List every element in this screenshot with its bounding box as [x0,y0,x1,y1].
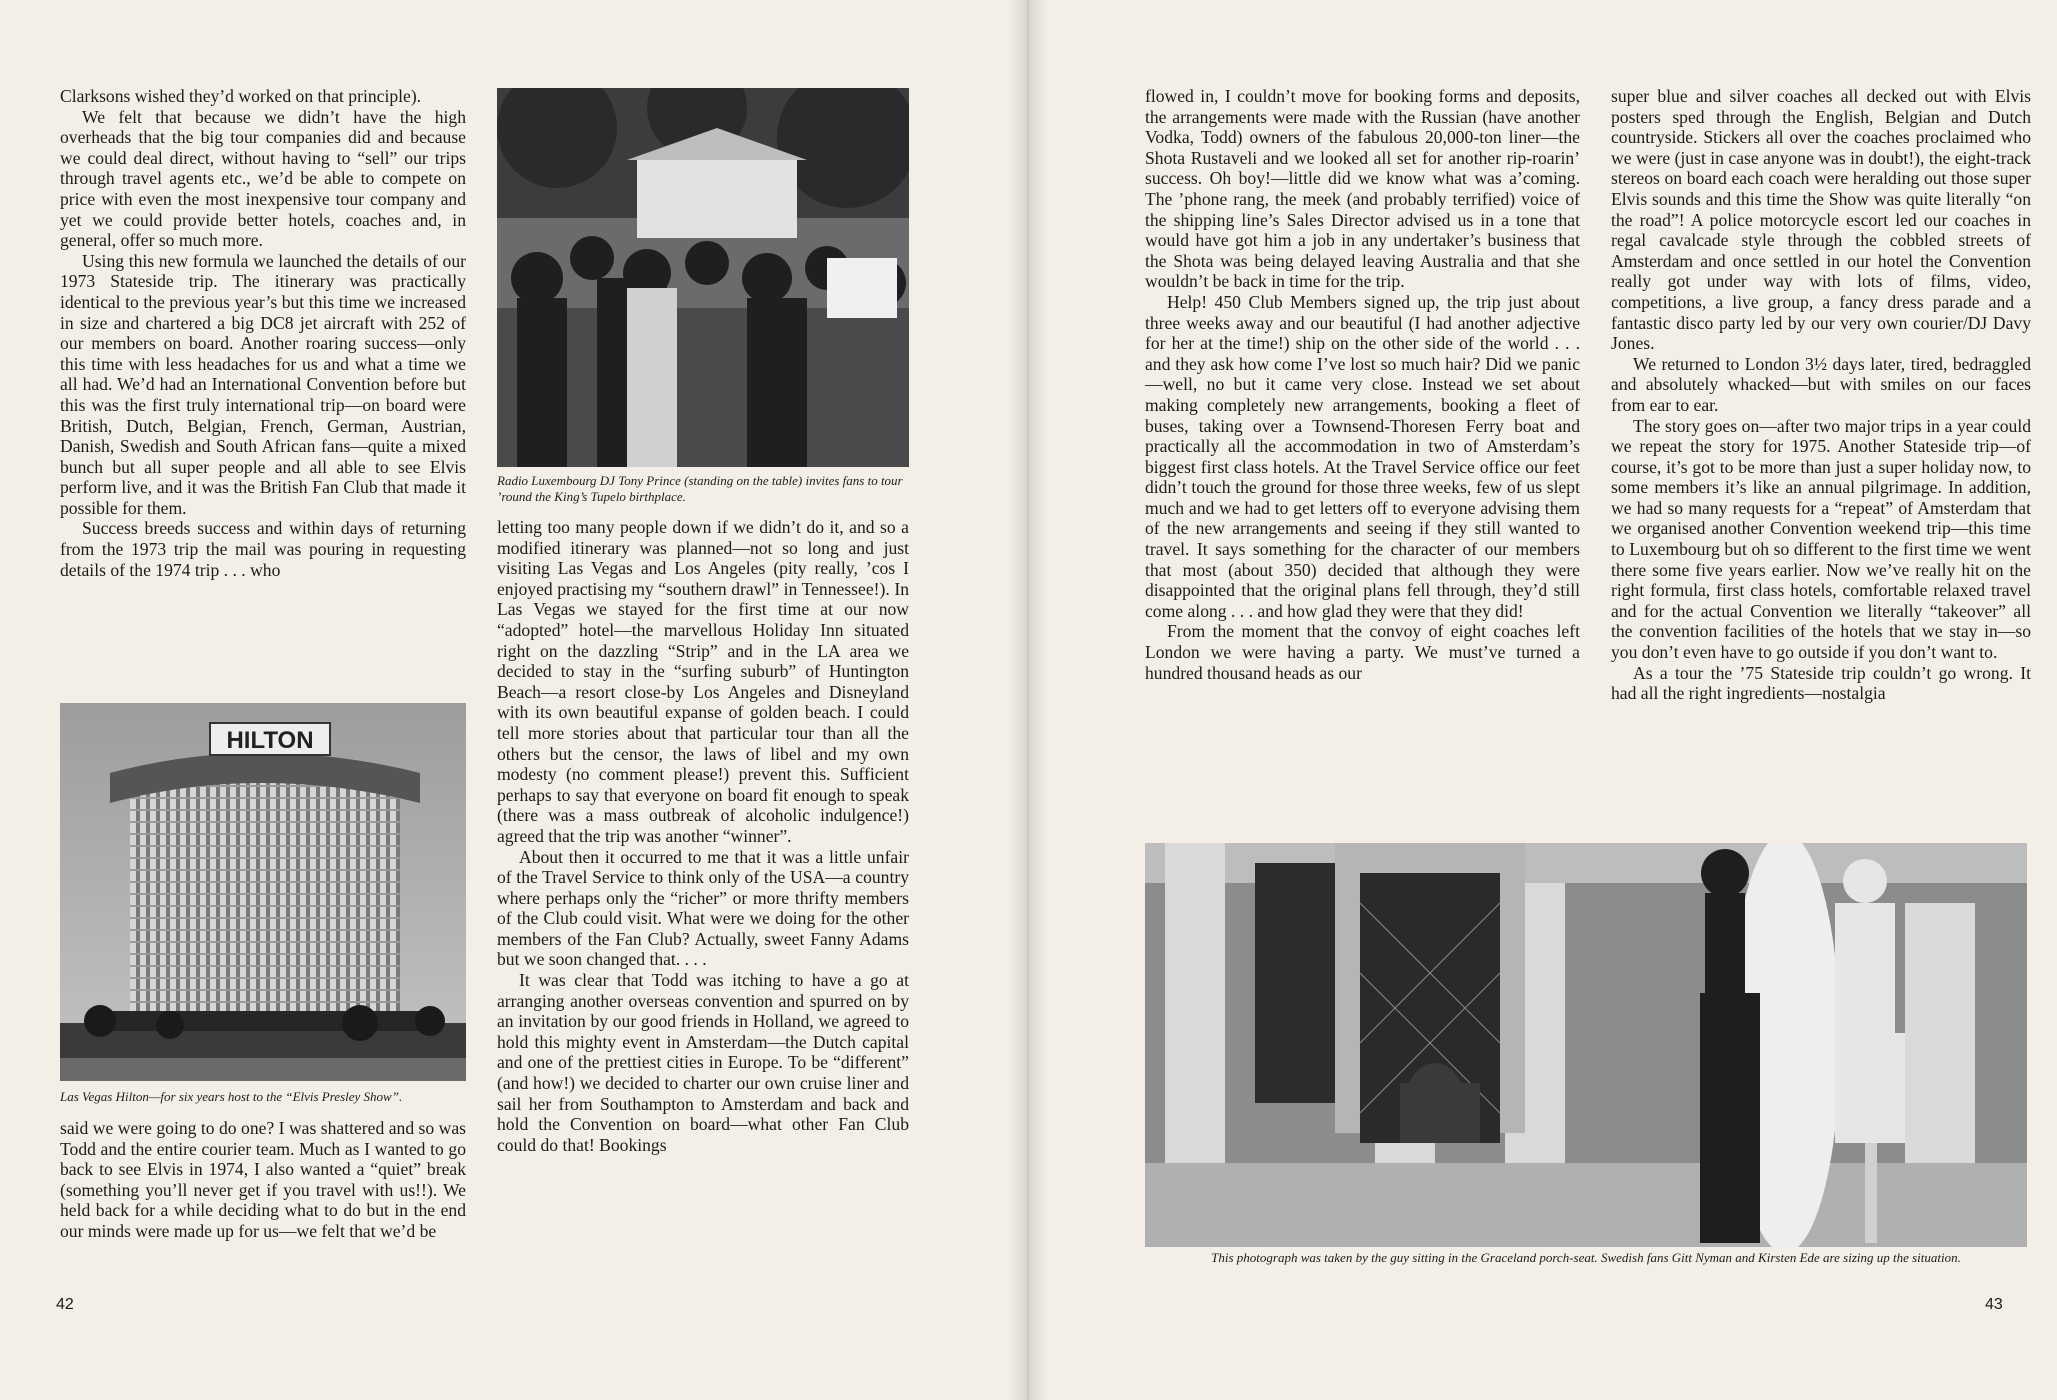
page-gutter-shadow [1008,0,1048,1400]
paragraph: Success breeds success and within days of returning from the 1973 trip the mail was pouring in requesting details of the 1974 trip . . . who [60,518,466,580]
paragraph: It was clear that Todd was itching to have a go at arranging another overseas convention and spurred on by an invitation by our good friends in Holland, we agreed to hold this mighty event in Amsterdam—the Dutch capital and one of the prettiest cities in Europe. To be “different” (and how!) we decided to charter our own cruise liner and sail her from Southampton to Amsterdam and back and hold the Convention on board—what other Fan Club could do that! Bookings [497,970,909,1155]
right-page [1028,0,2057,1400]
paragraph: About then it occurred to me that it was a little unfair of the Travel Service to think only of the USA—a country where perhaps only the “richer” or more thrifty members of the Club could visit. What were we doing for the other members of the Fan Club? Actually, sweet Fanny Adams but we soon changed that. . . . [497,846,909,970]
paragraph: said we were going to do one? I was shattered and so was Todd and the entire courier team. Much as I wanted to go back to see Elvis in 1974, I also wanted a “quiet” break (something you’ll never get if you travel with us!!). We held back for a while deciding what to do but in the end our minds were made up for us—we felt that we’d be [60,1118,466,1241]
paragraph: flowed in, I couldn’t move for booking forms and deposits, the arrangements were made with the Russian (have another Vodka, Todd) owners of the fabulous 20,000-ton liner—the Shota Rustaveli and we looked all set for another rip-roarin’ success. Oh boy!—little did we know what was a’coming. The ’phone rang, the meek (and probably terrified) voice of the shipping line’s Sales Director advised us in a tone that would have got him a job in any undertaker’s business that the Shota was being delayed leaving Australia and that she wouldn’t be back in time for the trip. [1145,86,1580,292]
paragraph: We returned to London 3½ days later, tired, bedraggled and absolutely whacked—but with smiles on our faces from ear to ear. [1611,353,2031,415]
column-3 [1145,86,1580,683]
graceland-porch-photo [1145,843,2027,1247]
paragraph: Clarksons wished they’d worked on that principle). [60,86,422,106]
paragraph: Help! 450 Club Members signed up, the trip just about three weeks away and our beautiful (I had another adjective for her at the time!) ship on the other side of the world . . . and they ask how come I’ve lost so much hair? Did we panic—well, no but it came very close. Instead we set about making completely new arrangements, booking a fleet of buses, taking over a Townsend-Thoresen Ferry boat and practically all the accommodation in two of Amsterdam’s biggest first class hotels. At the Travel Service office our feet didn’t touch the ground for those three weeks, few of us slept much and we had to get letters off to everyone advising them of the new arrangements and seeing if they still wanted to travel. It says something for the character of our members that most (about 350) decided that although they were disappointed that the original plans fell through, they’d still come along . . . and how glad they were that they did! [1145,291,1580,621]
paragraph: As a tour the ’75 Stateside trip couldn’t go wrong. It had all the right ingredients—nostalgia [1611,662,2031,704]
hilton-photo [60,703,466,1081]
page-number-left: 42 [56,1296,74,1313]
paragraph: letting too many people down if we didn’t do it, and so a modified itinerary was planned—not so long and just visiting Las Vegas and Los Angeles (pity really, ’cos I enjoyed practising my “southern drawl” in Tennessee!). In Las Vegas we stayed for the first time at our now “adopted” hotel—the marvellous Holiday Inn situated right on the dazzling “Strip” and in the LA area we decided to stay in the “surfing suburb” of Huntington Beach—a resort close-by Los Angeles and Disneyland with its own beautiful expanse of golden beach. I could tell more stories about that particular tour than all the others but the censor, the laws of libel and my own modesty (no comment please!) prevent this. Sufficient perhaps to say that everyone on board fit enough to speak (there was a mass outbreak of alcoholic indulgence!) agreed that the trip was another “winner”. [497,517,909,846]
column-1-top [60,86,466,580]
tupelo-birthplace-photo [497,88,909,467]
page-number-right: 43 [1985,1296,2003,1313]
hilton-sign-text: HILTON [226,727,314,754]
graceland-caption: This photograph was taken by the guy sitting in the Graceland porch-seat. Swedish fans Gitt Nyman and Kirsten Ede are sizing up the situation. [1211,1250,1961,1265]
paragraph: The story goes on—after two major trips in a year could we repeat the story for 1975. Another Stateside trip—of course, it’s got to be more than just a super holiday now, to some members it’s like an annual pilgrimage. In addition, we had so many requests for a “repeat” of Amsterdam that we organised another Convention weekend trip—this time to Luxembourg but oh so different to the first time we went there some five years earlier. Now we’ve really hit on the right formula, first class hotels, comfortable relaxed travel and for the actual Convention we literally “takeover” all the convention facilities of the hotels that we stay in—so you don’t even have to go outside if you don’t want to. [1611,415,2031,663]
hilton-caption: Las Vegas Hilton—for six years host to the “Elvis Presley Show”. [60,1089,403,1104]
paragraph: super blue and silver coaches all decked out with Elvis posters sped through the English, Belgian and Dutch countryside. Stickers all over the coaches proclaimed who we were (just in case anyone was in doubt!), the eight-track stereos on board each coach were heralding out those super Elvis sounds and this time the Show was quite literally “on the road”! A police motorcycle escort led our coaches in regal cavalcade style through the cobbled streets of Amsterdam and once settled in our hotel the Convention really got under way with lots of films, video, competitions, a live group, a fancy dress parade and a fantastic disco party led by our very own courier/DJ Davy Jones. [1611,86,2031,354]
column-1-bottom [60,1118,466,1242]
paragraph: Using this new formula we launched the details of our 1973 Stateside trip. The itinerary was practically identical to the previous year’s but this time we increased in size and chartered a big DC8 jet aircraft with 252 of our members on board. Another roaring success—only this time with less headaches for us and what a time we all had. We’d had an International Convention before but this was the first truly international trip—on board were British, Dutch, Belgian, French, German, Austrian, Danish, Swedish and South African fans—quite a mixed bunch but all super people and all able to see Elvis perform live, and it was the British Fan Club that made it possible for them. [60,250,466,518]
tupelo-caption: Radio Luxembourg DJ Tony Prince (standing on the table) invites fans to tour ’round the King’s Tupelo birthplace. [497,473,903,504]
column-2 [497,517,909,1155]
paragraph: From the moment that the convoy of eight coaches left London we were having a party. We must’ve turned a hundred thousand heads as our [1145,621,1580,683]
column-4 [1611,86,2031,704]
left-page [0,0,1028,1400]
paragraph: We felt that because we didn’t have the high overheads that the big tour companies did and because we could deal direct, without having to “sell” our trips through travel agents etc., we’d be able to compete on price with even the most inexpensive tour company and yet we could provide better hotels, coaches and, in general, offer so much more. [60,106,466,251]
